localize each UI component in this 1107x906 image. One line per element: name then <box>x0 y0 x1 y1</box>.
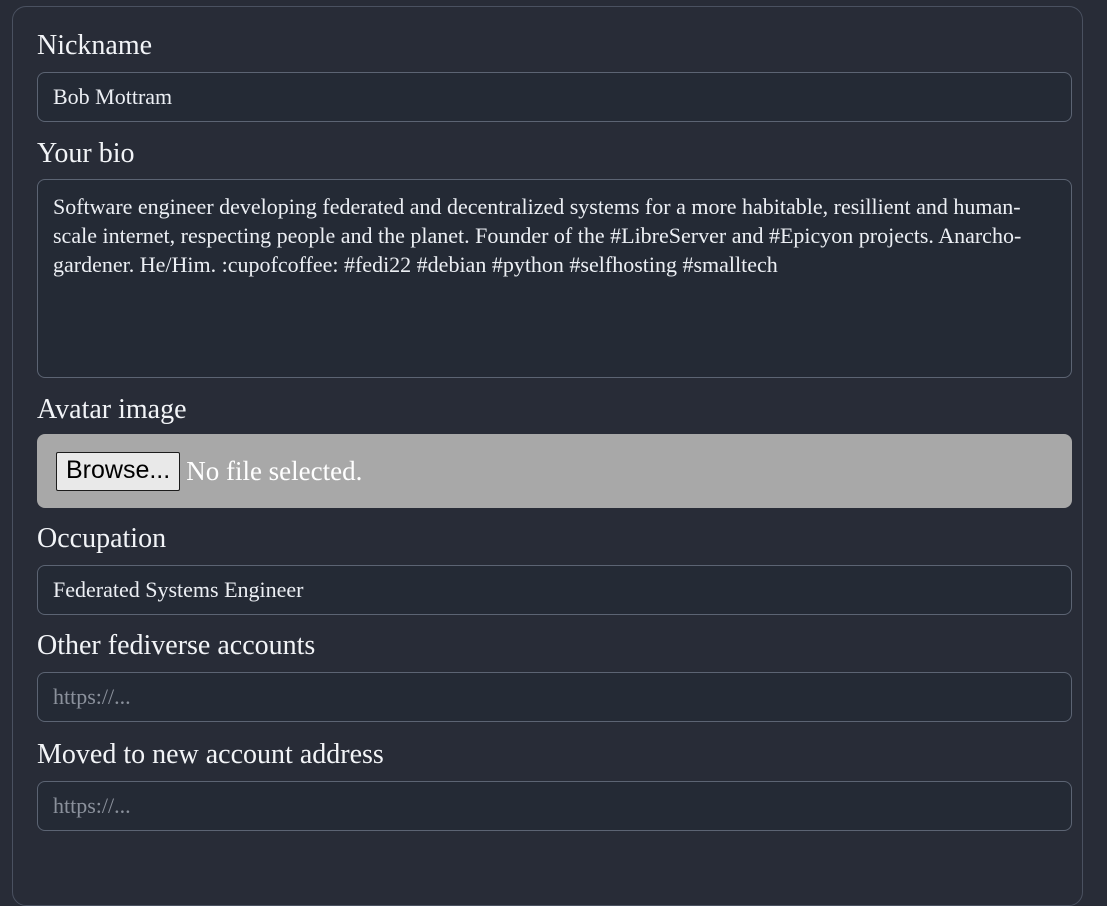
avatar-image-label: Avatar image <box>37 393 187 425</box>
bio-textarea[interactable] <box>37 179 1072 378</box>
other-fediverse-accounts-label: Other fediverse accounts <box>37 630 316 662</box>
other-fediverse-accounts-input[interactable] <box>37 672 1072 722</box>
nickname-label: Nickname <box>37 30 153 61</box>
occupation-input[interactable] <box>37 565 1072 615</box>
avatar-file-picker[interactable] <box>37 434 1072 508</box>
occupation-label: Occupation <box>37 523 167 555</box>
nickname-input[interactable] <box>37 72 1072 122</box>
profile-edit-panel <box>12 6 1083 906</box>
moved-to-new-account-input[interactable] <box>37 781 1072 831</box>
bio-label: Your bio <box>37 137 135 169</box>
browse-button[interactable]: Browse... <box>56 452 180 491</box>
moved-to-new-account-label: Moved to new account address <box>37 738 384 770</box>
file-status-text: No file selected. <box>186 455 363 486</box>
